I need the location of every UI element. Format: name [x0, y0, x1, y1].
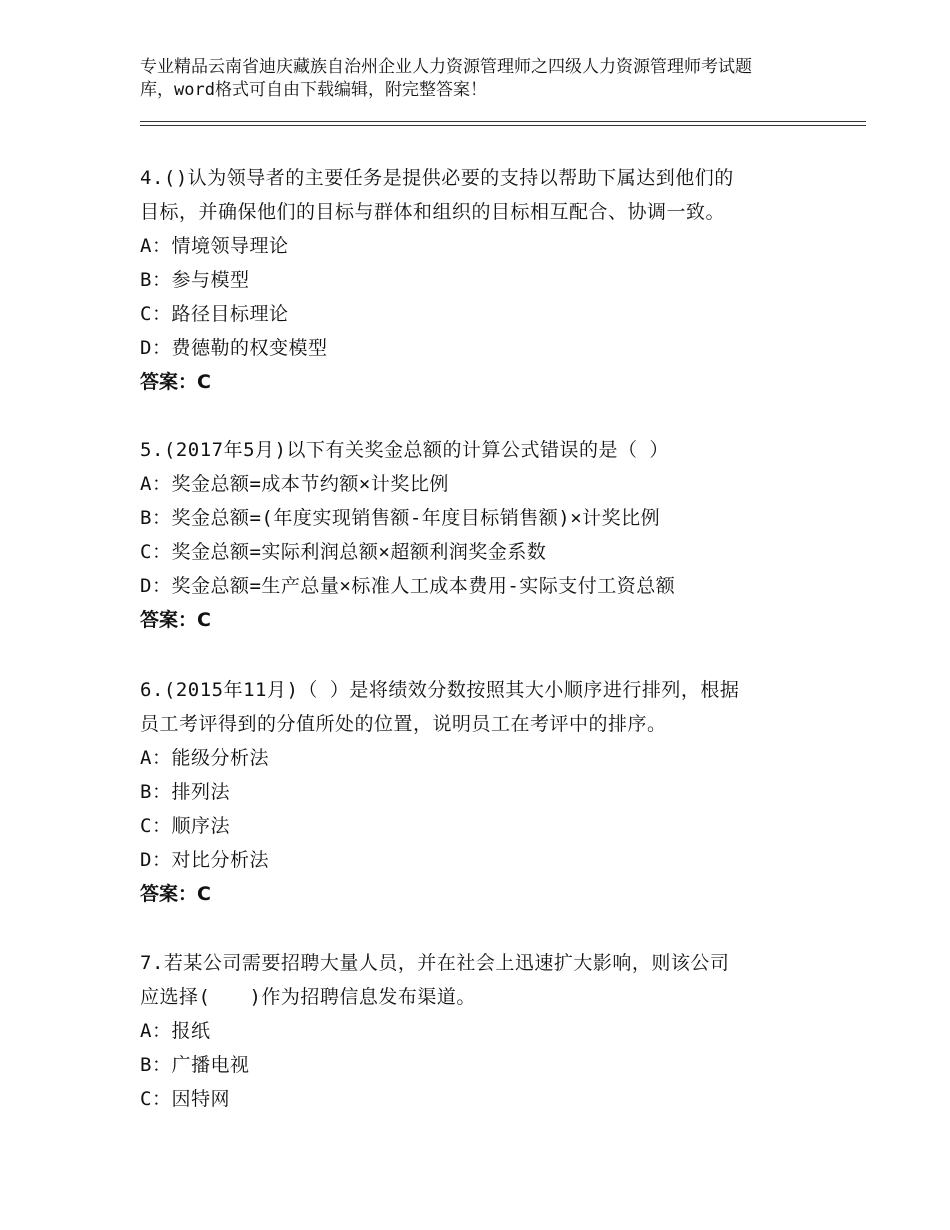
option-a: A：报纸 — [140, 1020, 211, 1042]
header-line-2: 库，word格式可自由下载编辑，附完整答案！ — [140, 80, 487, 100]
question-5 — [140, 433, 840, 637]
header-rule-bottom — [140, 125, 866, 126]
option-b: B：广播电视 — [140, 1054, 250, 1076]
document-header — [140, 56, 830, 102]
question-stem-line: 员工考评得到的分值所处的位置，说明员工在考评中的排序。 — [140, 713, 667, 735]
question-stem-line: 目标，并确保他们的目标与群体和组织的目标相互配合、协调一致。 — [140, 201, 726, 223]
option-c: C：路径目标理论 — [140, 303, 289, 325]
option-b: B：奖金总额=(年度实现销售额-年度目标销售额)×计奖比例 — [140, 507, 661, 529]
answer: 答案：C — [140, 371, 211, 393]
question-stem-line: 4.()认为领导者的主要任务是提供必要的支持以帮助下属达到他们的 — [140, 167, 734, 189]
question-7 — [140, 946, 840, 1116]
question-stem-line: 5.(2017年5月)以下有关奖金总额的计算公式错误的是（ ） — [140, 439, 669, 461]
question-stem-line: 7.若某公司需要招聘大量人员，并在社会上迅速扩大影响，则该公司 — [140, 952, 730, 974]
question-stem-line: 应选择( )作为招聘信息发布渠道。 — [140, 986, 476, 1008]
option-a: A：奖金总额=成本节约额×计奖比例 — [140, 473, 449, 495]
option-d: D：费德勒的权变模型 — [140, 337, 328, 359]
option-c: C：奖金总额=实际利润总额×超额利润奖金系数 — [140, 541, 547, 563]
header-line-1: 专业精品云南省迪庆藏族自治州企业人力资源管理师之四级人力资源管理师考试题 — [140, 57, 752, 77]
option-a: A：能级分析法 — [140, 747, 269, 769]
answer: 答案：C — [140, 883, 211, 905]
question-stem-line: 6.(2015年11月)（ ）是将绩效分数按照其大小顺序进行排列，根据 — [140, 679, 740, 701]
option-b: B：参与模型 — [140, 269, 250, 291]
option-a: A：情境领导理论 — [140, 235, 289, 257]
option-c: C：顺序法 — [140, 815, 230, 837]
option-d: D：对比分析法 — [140, 849, 269, 871]
answer: 答案：C — [140, 609, 211, 631]
header-rule-top — [140, 121, 866, 122]
question-6 — [140, 673, 840, 911]
option-c: C：因特网 — [140, 1088, 230, 1110]
question-4 — [140, 161, 840, 399]
option-d: D：奖金总额=生产总量×标准人工成本费用-实际支付工资总额 — [140, 575, 676, 597]
option-b: B：排列法 — [140, 781, 230, 803]
